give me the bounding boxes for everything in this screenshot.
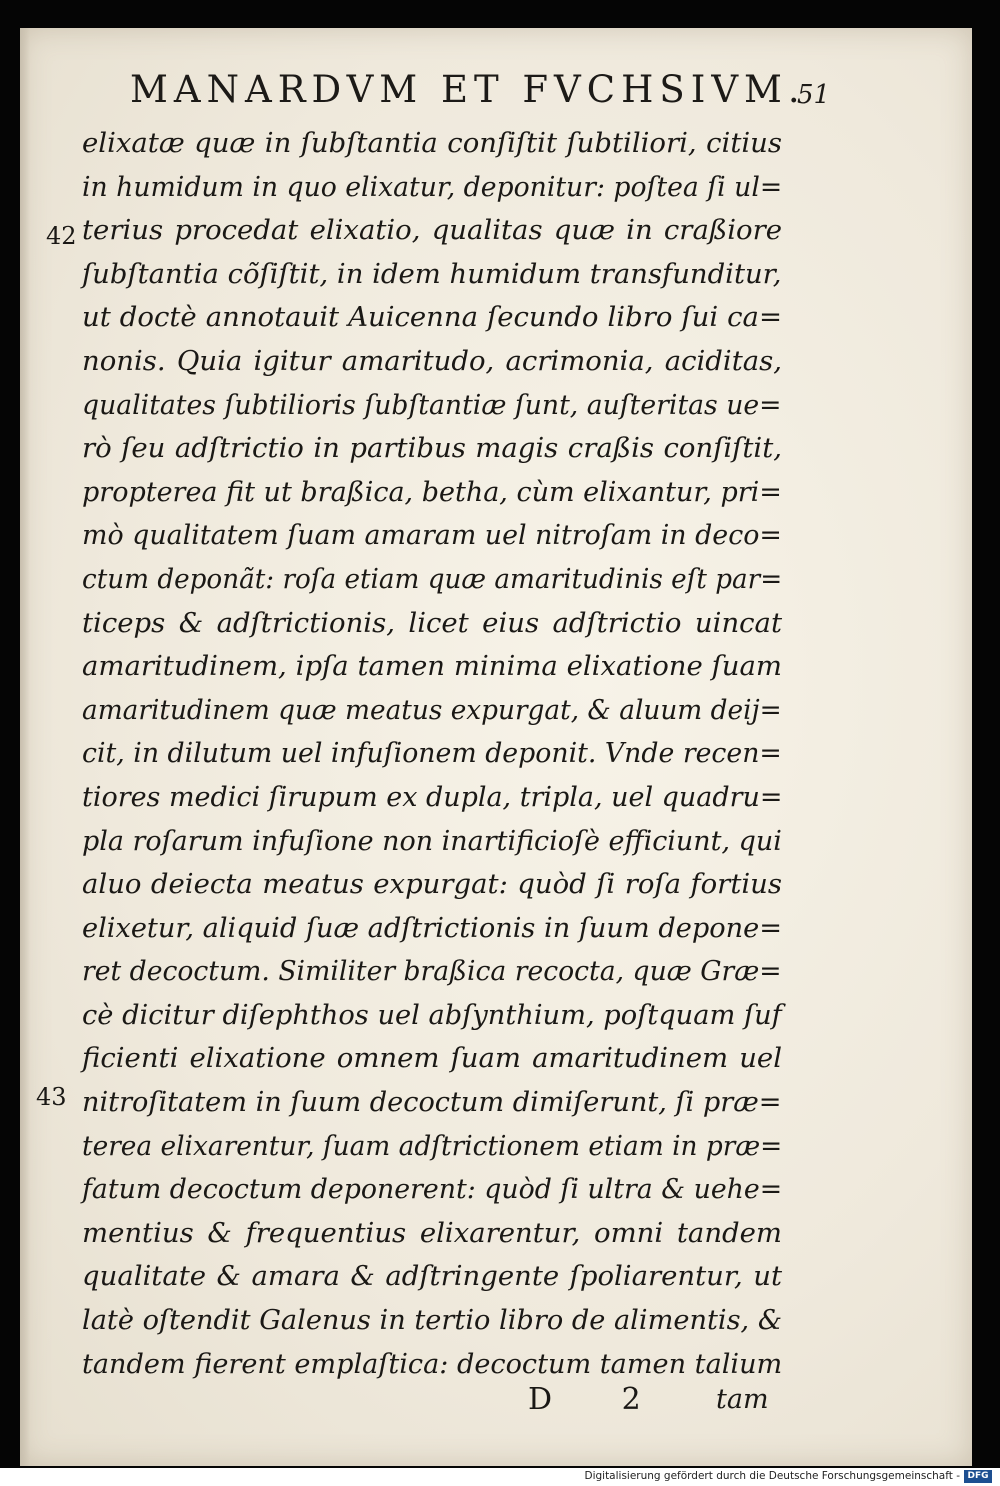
text-line: ficienti elixatione omnem ſuam amaritudinem uel (82, 1042, 782, 1075)
text-line: aluo deiecta meatus expurgat: quòd ſi roſa fortius (82, 868, 782, 901)
text-line: elixatæ quæ in ſubſtantia conſiſtit ſubtiliori, citius (82, 127, 782, 159)
text-line: rò ſeu adſtrictio in partibus magis craßis conſiſtit, (82, 432, 782, 465)
running-head: MANARDVM ET FVCHSIVM. (130, 68, 806, 111)
catchword: tam (716, 1384, 769, 1415)
text-line: pla roſarum infuſione non inartificioſè efficiunt, qui (82, 824, 782, 857)
margin-number: 42 (46, 222, 77, 250)
text-line: elixetur, aliquid ſuæ adſtrictionis in ſuum depone= (82, 911, 783, 944)
text-line: nonis. Quia igitur amaritudo, acrimonia, aciditas, (82, 344, 782, 377)
text-line: ſubſtantia cõſiſtit, in idem humidum transfunditur, (82, 257, 782, 290)
page-number: 51 (797, 80, 831, 110)
body-text (82, 122, 782, 1386)
text-line: amaritudinem, ipſa tamen minima elixatione ſuam (82, 650, 782, 683)
funding-credit: Digitalisierung gefördert durch die Deutsche Forschungsgemeinschaft - (584, 1470, 960, 1482)
text-line: mò qualitatem ſuam amaram uel nitroſam in deco= (82, 519, 782, 552)
text-line: tiores medici ſirupum ex dupla, tripla, uel quadru= (82, 780, 783, 813)
text-line: terea elixarentur, ſuam adſtrictionem etiam in præ= (82, 1129, 783, 1162)
margin-number: 43 (36, 1083, 67, 1111)
signature-mark: D 2 (528, 1382, 671, 1417)
text-line: qualitates ſubtilioris ſubſtantiæ ſunt, auſteritas ue= (82, 388, 782, 421)
text-line: mentius & frequentius elixarentur, omni tandem (82, 1216, 782, 1249)
text-line: ticeps & adſtrictionis, licet eius adſtrictio uincat (82, 606, 782, 639)
text-line: in humidum in quo elixatur, deponitur: poſtea ſi ul= (82, 170, 783, 203)
text-line: ut doctè annotauit Auicenna ſecundo libro ſui ca= (82, 301, 782, 334)
text-line: amaritudinem quæ meatus expurgat, & aluum deij= (82, 693, 782, 726)
text-line: propterea fit ut braßica, betha, cùm elixantur, pri= (82, 475, 782, 508)
text-line: ctum deponãt: roſa etiam quæ amaritudinis eſt par= (82, 562, 783, 595)
text-line: fatum decoctum deponerent: quòd ſi ultra & uehe= (82, 1173, 783, 1206)
text-line: ret decoctum. Similiter braßica recocta, quæ Græ= (82, 955, 782, 988)
dfg-logo-icon: DFG (964, 1470, 992, 1483)
text-line: terius procedat elixatio, qualitas quæ in craßiore (82, 214, 782, 247)
text-line: cit, in dilutum uel infuſionem deponit. Vnde recen= (82, 737, 782, 770)
text-line: cè dicitur diſephthos uel abſynthium, poſtquam ſuf (82, 998, 782, 1031)
text-line: qualitate & amara & adſtringente ſpoliarentur, ut (82, 1260, 782, 1293)
text-line: latè oſtendit Galenus in tertio libro de alimentis, & (82, 1304, 783, 1337)
page-gutter-shadow (20, 28, 30, 1466)
text-line: nitroſitatem in ſuum decoctum dimiſerunt, ſi præ= (82, 1086, 782, 1119)
text-line: tandem fierent emplaſtica: decoctum tamen talium (82, 1347, 783, 1380)
